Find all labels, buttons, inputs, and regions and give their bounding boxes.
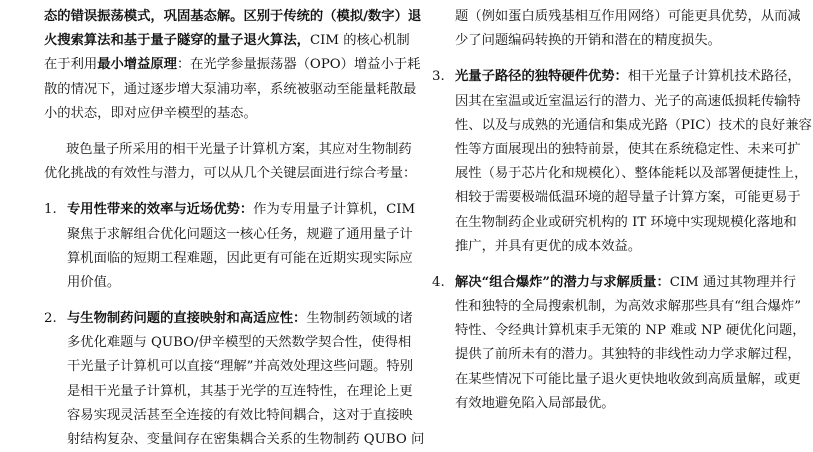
text-line: 容易实现灵活甚至全连接的有效比特间耦合，这对于直接映 (67, 407, 413, 423)
text-line: 少了问题编码转换的开销和潜在的精度损失。 (455, 33, 721, 49)
text-bold: 最小增益原理 (97, 57, 177, 73)
list-item-4 (432, 271, 806, 416)
text-line: 提供了前所未有的潜力。其独特的非线性动力学求解过程， (455, 347, 801, 363)
text-line: 多优化难题与 QUBO/伊辛模型的天然数学契合性，使得相 (67, 335, 412, 351)
text-line: 相较于需要极端低温环境的超导量子计算方案，可能更易于 (455, 190, 801, 206)
list-number: 3. (432, 69, 445, 85)
text-line: 干光量子计算机可以直接“理解”并高效处理这些问题。特别 (67, 359, 414, 375)
text-line: 优化挑战的有效性与潜力，可以从几个关键层面进行综合考量： (44, 166, 417, 182)
text-normal: CIM 通过其物理并行 (669, 274, 797, 290)
text-bold: 解决“组合爆炸”的潜力与求解质量： (455, 274, 670, 290)
text-line: 性、以及与成熟的光通信和集成光路（PIC）技术的良好兼容 (455, 117, 812, 133)
text-line (67, 198, 416, 222)
text-bold: 与生物制药问题的直接映射和高适应性： (67, 311, 307, 327)
text-normal: ：在光学参量振荡器（OPO）增益小于耗 (176, 57, 421, 73)
list-number: 1. (44, 202, 57, 218)
text-line (67, 307, 413, 331)
right-column (432, 5, 812, 416)
text-line: 有效地避免陷入局部最优。 (455, 395, 615, 411)
text-line: 是相干光量子计算机，其基于光学的互连特性，在理论上更 (67, 383, 413, 399)
text-line: 聚焦于求解组合优化问题这一核心任务，规避了通用量子计 (67, 226, 413, 242)
text-line: 在生物制药企业或研究机构的 IT 环境中实现规模化落地和 (455, 214, 797, 230)
text-line: 展性（易于芯片化和规模化）、整体能耗以及部署便捷性上， (455, 166, 808, 182)
text-line (44, 29, 410, 53)
text-bold: 火搜索算法和基于量子隧穿的量子退火算法， (44, 33, 310, 49)
list-item-1 (44, 198, 416, 295)
text-line: 散的情况下，通过逐步增大泵浦功率，系统被驱动至能量耗散最 (44, 81, 417, 97)
text-line: 特性、令经典计算机束手无策的 NP 难或 NP 硬优化问题， (455, 323, 806, 339)
text-line (44, 53, 421, 77)
text-line: 射结构复杂、变量间存在密集耦合关系的生物制药 QUBO 问 (67, 432, 425, 447)
text-line (455, 271, 797, 295)
list-item-2-continued (432, 5, 801, 53)
paragraph-cim-mechanism (44, 5, 422, 126)
list-number: 4. (432, 274, 445, 290)
text-line (455, 65, 801, 89)
text-line: 在某些情况下可能比量子退火更快地收敛到高质量解，或更 (455, 371, 801, 387)
paragraph-intro (44, 138, 417, 186)
text-bold: 专用性带来的效率与近场优势： (67, 202, 254, 218)
list-item-2 (44, 307, 425, 452)
text-normal: 作为专用量子计算机，CIM (253, 202, 416, 218)
text-bold: 光量子路径的独特硬件优势： (455, 69, 628, 85)
left-column (44, 5, 425, 452)
list-item-3 (432, 65, 812, 259)
text-line: 玻色量子所采用的相干光量子计算机方案，其应对生物制药 (66, 141, 412, 157)
text-line: 性和独特的全局搜索机制，为高效求解那些具有“组合爆炸” (455, 299, 802, 315)
text-normal: 在于利用 (44, 57, 98, 73)
text-normal: 生物制药领域的诸 (306, 311, 413, 327)
text-normal: CIM 的核心机制 (309, 33, 410, 49)
text-line: 用价值。 (67, 274, 121, 290)
text-line: 态的错误振荡模式，巩固基态解。区别于传统的（模拟/数字）退 (44, 9, 422, 24)
text-line: 推广，并具有更优的成本效益。 (455, 238, 642, 254)
text-line: 算机面临的短期工程难题，因此更有可能在近期实现实际应 (67, 250, 413, 266)
text-normal: 相干光量子计算机技术路径， (627, 69, 801, 85)
text-line: 性等方面展现出的独特前景，使其在系统稳定性、未来可扩 (455, 141, 801, 157)
list-number: 2. (44, 311, 57, 327)
text-line: 因其在室温或近室温运行的潜力、光子的高速低损耗传输特 (455, 93, 801, 109)
text-line: 小的状态，即对应伊辛模型的基态。 (44, 105, 257, 121)
text-line: 题（例如蛋白质残基相互作用网络）可能更具优势，从而减 (455, 9, 801, 24)
